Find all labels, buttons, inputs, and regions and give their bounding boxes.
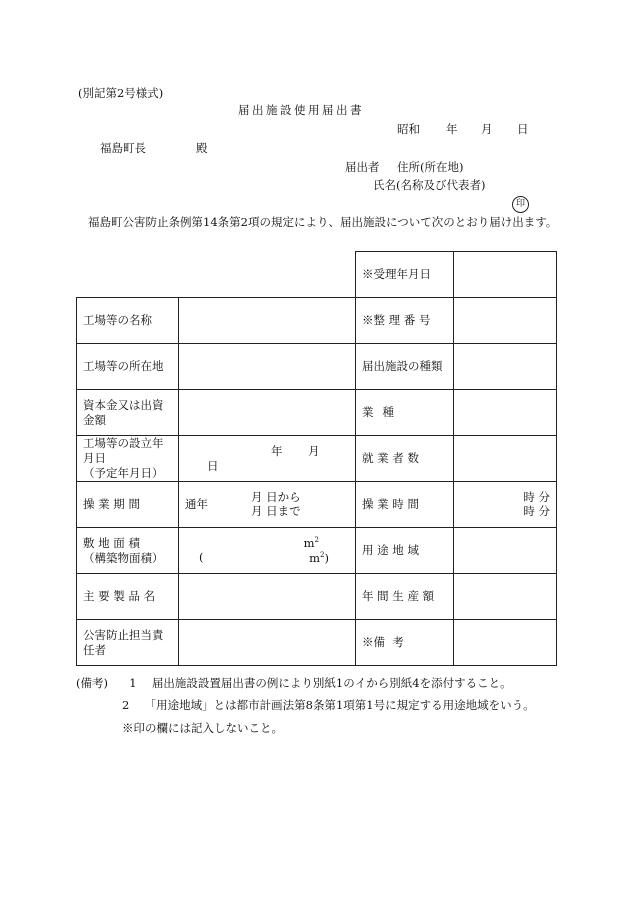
reference-number-field[interactable] (454, 298, 557, 344)
declaration-text (76, 214, 560, 232)
establish-date-field[interactable] (179, 436, 356, 482)
seal-mark: 印 (512, 196, 529, 213)
note-2-text: 「用途地域」とは都市計画法第8条第1項第1号に規定する用途地域をいう。 (144, 698, 535, 713)
application-form-table (76, 251, 557, 666)
table-row (77, 298, 557, 344)
reference-number-label: ※整 理 番 号 (356, 298, 454, 344)
site-area-unit (185, 536, 349, 551)
hours-unit-2: 時 分 (523, 503, 550, 518)
operation-period-field[interactable] (179, 482, 356, 528)
employees-field[interactable] (454, 436, 557, 482)
operation-from: 月 日から (251, 489, 301, 504)
capital-label: 資本金又は出資金額 (77, 390, 179, 436)
table-row (77, 390, 557, 436)
note-1-text: 届出施設設置届出書の例により別紙1のイから別紙4を添付すること。 (151, 676, 512, 690)
remarks-notes (76, 672, 576, 739)
addressee: 福島町長 (100, 141, 146, 155)
establish-date-year: 年 (271, 443, 283, 458)
form-number: (別記第2号様式) (78, 86, 164, 100)
hours-unit-1: 時 分 (523, 489, 550, 504)
establish-date-line1: 工場等の設立年月日 (83, 436, 164, 466)
factory-location-field[interactable] (179, 344, 356, 390)
table-row (77, 574, 557, 620)
page-title: 届出施設使用届出書 (238, 103, 364, 117)
note-2 (76, 694, 576, 716)
factory-location-label: 工場等の所在地 (77, 344, 179, 390)
date-day: 日 (517, 122, 529, 136)
site-area-field[interactable] (179, 528, 356, 574)
area-unit-sup: 2 (314, 536, 319, 545)
remarks-label: ※備 考 (356, 620, 454, 666)
structure-area-unit (309, 551, 329, 566)
note-3-text: ※印の欄には記入しないこと。 (122, 720, 283, 735)
annual-production-label: 年 間 生 産 額 (356, 574, 454, 620)
pollution-officer-label: 公害防止担当責任者 (77, 620, 179, 666)
main-products-label: 主 要 製 品 名 (77, 574, 179, 620)
establish-date-line2: （予定年月日） (83, 465, 164, 480)
area-unit-paren-m: m (309, 550, 321, 565)
industry-field[interactable] (454, 390, 557, 436)
land-use-zone-field[interactable] (454, 528, 557, 574)
year-round-label: 通年 (185, 497, 208, 512)
employees-label: 就 業 者 数 (356, 436, 454, 482)
main-products-field[interactable] (179, 574, 356, 620)
note-2-number: 2 (122, 698, 130, 713)
annual-production-field[interactable] (454, 574, 557, 620)
establish-date-label (77, 436, 179, 482)
date-era: 昭和 (397, 122, 420, 136)
addressee-honorific: 殿 (196, 141, 208, 155)
factory-name-label: 工場等の名称 (77, 298, 179, 344)
date-month: 月 (481, 122, 493, 136)
note-3 (76, 717, 576, 739)
note-1 (76, 672, 576, 694)
receipt-date-label: ※受理年月日 (356, 252, 454, 298)
paren-open: ( (199, 549, 204, 564)
table-row (77, 344, 557, 390)
note-1-number: 1 (129, 676, 137, 690)
table-row (77, 436, 557, 482)
site-area-line1: 敷 地 面 積 (83, 535, 140, 550)
establish-date-month: 月 (308, 443, 320, 458)
name-label: 氏名(名称及び代表者) (373, 178, 486, 192)
table-row (77, 528, 557, 574)
declaration-body: 福島町公害防止条例第14条第2項の規定により、届出施設について次のとおり届け出ます。 (88, 215, 558, 229)
establish-date-day: 日 (207, 458, 219, 473)
operation-period-label: 操 業 期 間 (77, 482, 179, 528)
address-label: 住所(所在地) (397, 160, 464, 174)
factory-name-field[interactable] (179, 298, 356, 344)
table-row (77, 252, 557, 298)
pollution-officer-field[interactable] (179, 620, 356, 666)
table-row (77, 620, 557, 666)
structure-area-row (185, 551, 349, 565)
operation-range (235, 491, 349, 519)
blank-cell (77, 252, 356, 298)
operation-hours-label: 操 業 時 間 (356, 482, 454, 528)
table-row (77, 482, 557, 528)
industry-label: 業種 (356, 390, 454, 436)
operation-period-inner (185, 491, 349, 519)
area-unit-paren-sup: 2 (320, 550, 325, 559)
receipt-date-field[interactable] (454, 252, 557, 298)
facility-type-label: 届出施設の種類 (356, 344, 454, 390)
site-area-line2: （構築物面積） (83, 550, 164, 565)
notes-label: (備考) (76, 676, 108, 690)
site-area-label (77, 528, 179, 574)
applicant-label: 届出者 (345, 160, 380, 174)
paren-close: ) (324, 550, 329, 565)
operation-hours-field[interactable] (454, 482, 557, 528)
remarks-field[interactable] (454, 620, 557, 666)
facility-type-field[interactable] (454, 344, 557, 390)
land-use-zone-label: 用 途 地 域 (356, 528, 454, 574)
operation-to: 月 日まで (251, 503, 301, 518)
area-unit-m: m (303, 536, 315, 551)
date-year: 年 (446, 122, 458, 136)
capital-field[interactable] (179, 390, 356, 436)
